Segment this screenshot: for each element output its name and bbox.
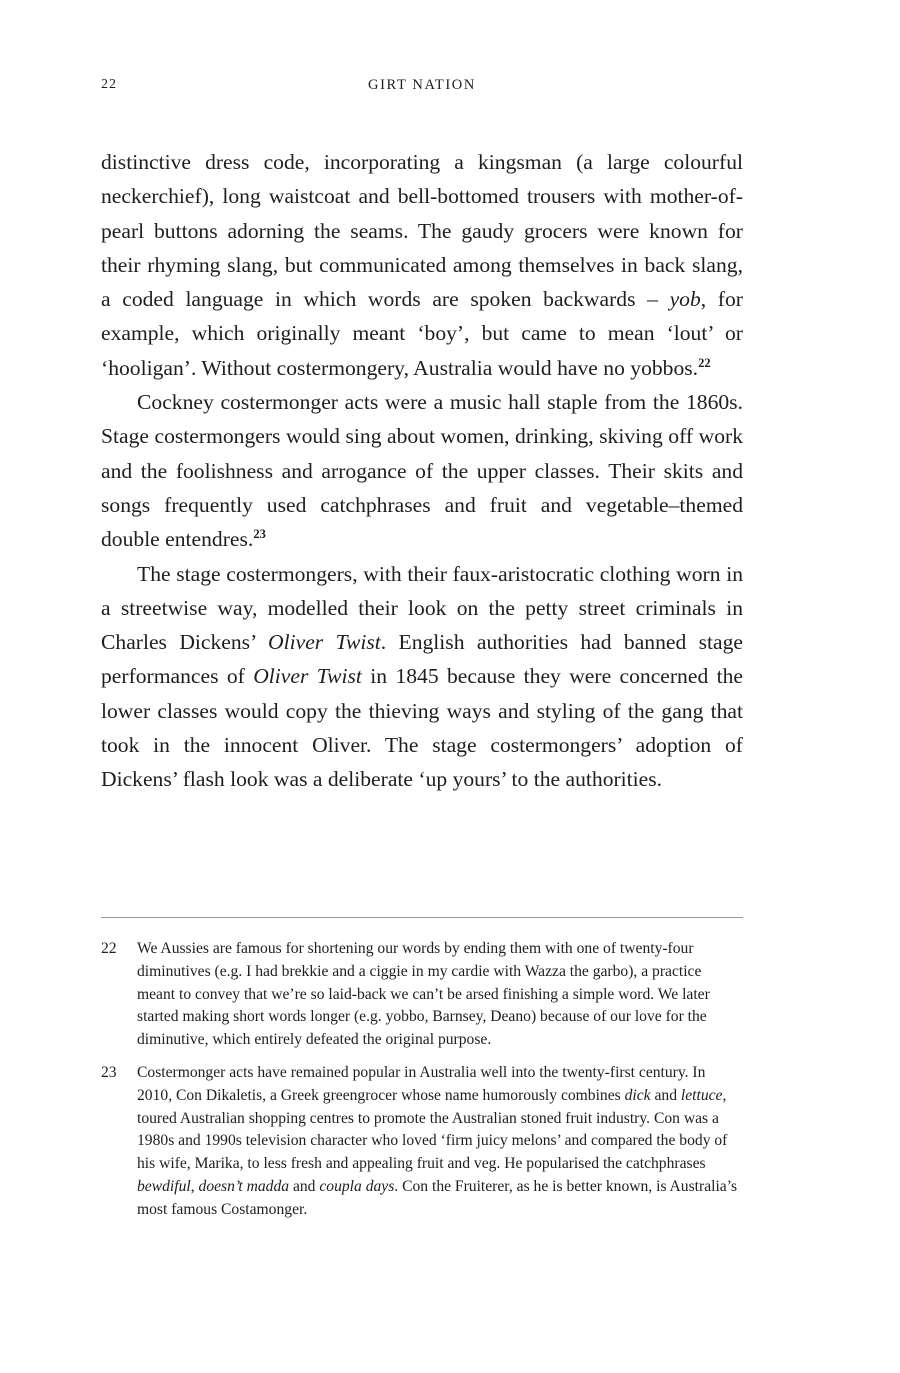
- footnotes: [101, 938, 743, 1232]
- paragraph-3: [101, 557, 743, 797]
- footnote-number: 22: [101, 940, 117, 957]
- footnote-emphasis-coupla-days: coupla days: [319, 1177, 395, 1195]
- footnote-text: [137, 1062, 743, 1222]
- footnote-emphasis-bewdiful: bewdiful: [137, 1177, 191, 1195]
- paragraph-3-text-b: . English authorities had banned stage performances of: [101, 630, 743, 689]
- paragraph-2: [101, 385, 743, 556]
- footnote-23: [101, 1062, 743, 1222]
- footnote-22: [101, 938, 743, 1052]
- footnote-divider: [101, 917, 743, 918]
- footnote-text-a: Costermonger acts have remained popular in Australia well into the twenty-first century. In 2010, Con Dikaletis, a Greek greengrocer whose name humorously combines: [137, 1063, 706, 1104]
- footnote-emphasis-dick: dick: [624, 1086, 651, 1104]
- paragraph-3-emphasis-2: Oliver Twist: [253, 664, 362, 689]
- paragraph-1-emphasis: yob: [669, 287, 701, 312]
- note-reference-22[interactable]: 22: [698, 356, 711, 371]
- page-number: 22: [101, 77, 117, 92]
- paragraph-1: [101, 145, 743, 385]
- paragraph-3-text-c: in 1845 because they were concerned the lower classes would copy the thieving ways and styling of the gang that took in the innocent Oliver. The stage costermongers’ adoption of Dickens’ flash look was a deliberate ‘up yours’ to the authorities.: [101, 664, 743, 792]
- running-head: [0, 74, 900, 96]
- footnote-text-d: ,: [190, 1177, 199, 1195]
- paragraph-3-text-a: The stage costermongers, with their faux-aristocratic clothing worn in a streetwise way, modelled their look on the petty street criminals in Charles Dickens’: [101, 561, 743, 655]
- footnote-text: We Aussies are famous for shortening our words by ending them with one of twenty-four diminutives (e.g. I had brekkie and a ciggie in my cardie with Wazza the garbo), a practice meant to convey that we’re so laid-back we can’t be arsed finishing a simple word. We later started making short words longer (e.g. yobbo, Barnsey, Deano) because of our love for the diminutive, which entirely defeated the original purpose.: [137, 940, 710, 1049]
- paragraph-3-emphasis-1: Oliver Twist: [268, 630, 381, 655]
- body-text: [101, 145, 743, 797]
- footnote-text-e: and: [289, 1177, 320, 1195]
- footnote-text-c: , toured Australian shopping centres to promote the Australian stoned fruit industry. Con was a 1980s and 1990s television character who loved ‘firm juicy melons’ and compared the body of his wife, Marika, to less fresh and appealing fruit and veg. He popularised the catchphrases: [137, 1086, 728, 1173]
- note-reference-23[interactable]: 23: [253, 527, 266, 542]
- paragraph-1-text-a: distinctive dress code, incorporating a kingsman (a large colourful neckerchief), long waistcoat and bell-bottomed trousers with mother-of-pearl buttons adorning the seams. The gaudy grocers were known for their rhyming slang, but communicated among themselves in back slang, a coded language in which words are spoken backwards –: [101, 150, 743, 312]
- footnote-emphasis-doesnt-madda: doesn’t madda: [198, 1177, 290, 1195]
- paragraph-2-text: Cockney costermonger acts were a music hall staple from the 1860s. Stage costermongers would sing about women, drinking, skiving off work and the foolishness and arrogance of the upper classes. Their skits and songs frequently used catchphrases and fruit and vegetable–themed double entendres.: [101, 390, 743, 552]
- footnote-number: 23: [101, 1063, 117, 1081]
- footnote-emphasis-lettuce: lettuce: [680, 1086, 723, 1104]
- paragraph-1-text-b: , for example, which originally meant ‘boy’, but came to mean ‘lout’ or ‘hooligan’. Without costermongery, Australia would have no yobbos.: [101, 287, 743, 380]
- book-title: GIRT NATION: [368, 77, 476, 93]
- footnote-text-f: . Con the Fruiterer, as he is better known, is Australia’s most famous Costamonger.: [137, 1177, 738, 1218]
- footnote-text-b: and: [650, 1086, 681, 1104]
